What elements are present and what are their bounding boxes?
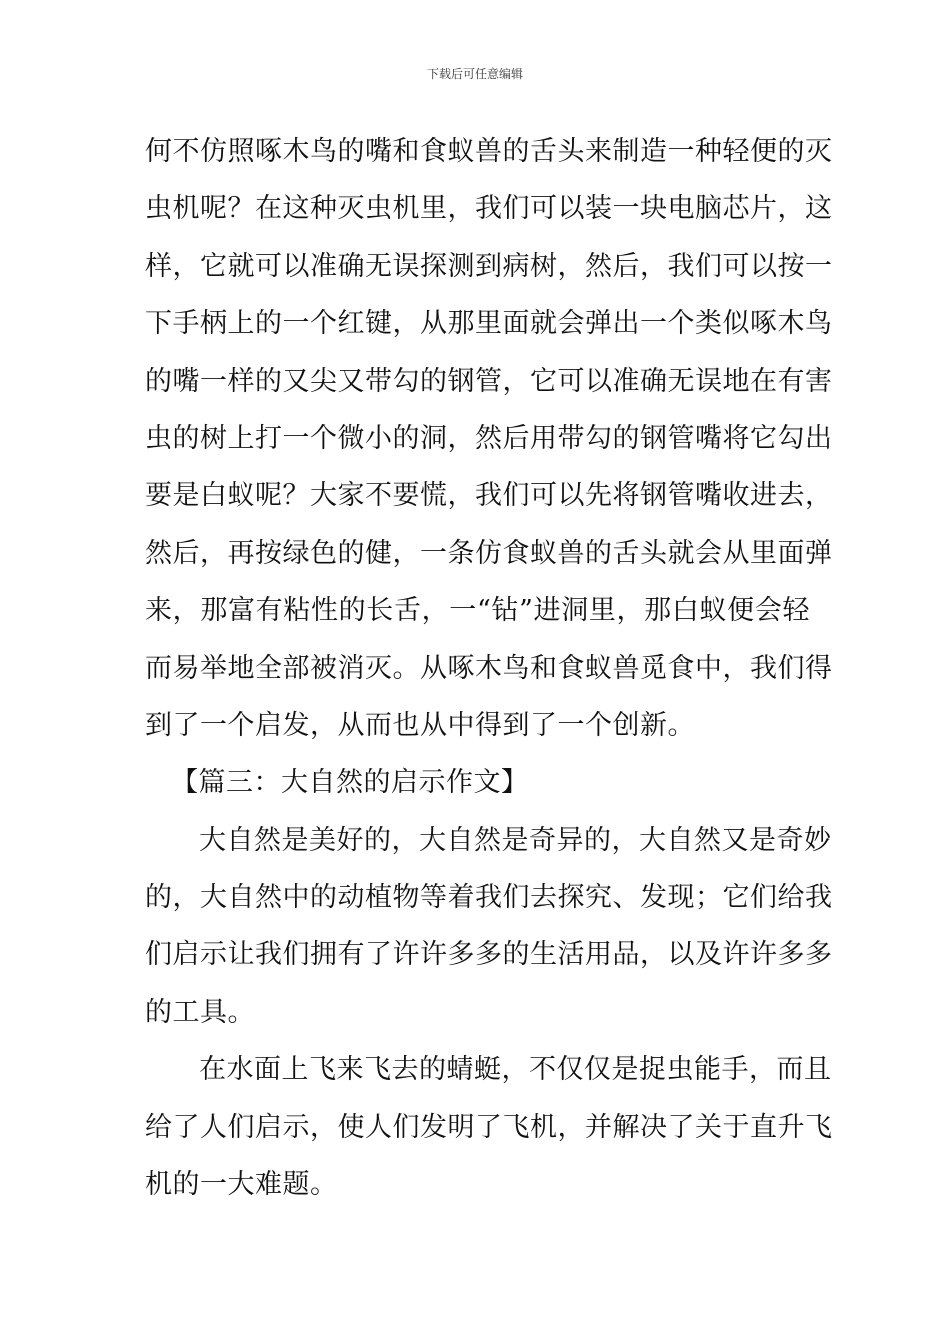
text-line: 下手柄上的一个红键，从那里面就会弹出一个类似啄木鸟 bbox=[145, 308, 833, 340]
text-line: 来，那富有粘性的长舌，一“钻”进洞里，那白蚁便会轻 bbox=[145, 595, 810, 627]
text-line: 到了一个启发，从而也从中得到了一个创新。 bbox=[145, 709, 695, 741]
text-line: 然后，再按绿色的健，一条仿食蚁兽的舌头就会从里面弹 bbox=[145, 537, 833, 569]
text-line: 虫的树上打一个微小的洞，然后用带勾的钢管嘴将它勾出 bbox=[145, 422, 833, 454]
text-line: 机的一大难题。 bbox=[145, 1169, 338, 1201]
text-line: 的，大自然中的动植物等着我们去探究、发现；它们给我 bbox=[145, 882, 833, 914]
text-line: 的嘴一样的又尖又带勾的钢管，它可以准确无误地在有害 bbox=[145, 365, 833, 397]
text-line: 样，它就可以准确无误探测到病树，然后，我们可以按一 bbox=[145, 250, 833, 282]
text-line: 在水面上飞来飞去的蜻蜓，不仅仅是捉虫能手，而且 bbox=[199, 1054, 832, 1086]
text-line: 而易举地全部被消灭。从啄木鸟和食蚁兽觅食中，我们得 bbox=[145, 652, 833, 684]
text-line: 们启示让我们拥有了许许多多的生活用品，以及许许多多 bbox=[145, 939, 833, 971]
text-line: 大自然是美好的，大自然是奇异的，大自然又是奇妙 bbox=[199, 824, 832, 856]
text-line: 何不仿照啄木鸟的嘴和食蚁兽的舌头来制造一种轻便的灭 bbox=[145, 136, 833, 167]
text-line: 要是白蚁呢？大家不要慌，我们可以先将钢管嘴收进去， bbox=[145, 480, 833, 512]
text-line: 给了人们启示，使人们发明了飞机，并解决了关于直升飞 bbox=[145, 1111, 833, 1143]
page-header: 下载后可任意编辑 bbox=[426, 67, 523, 81]
text-line: 虫机呢？在这种灭虫机里，我们可以装一块电脑芯片，这 bbox=[145, 193, 833, 225]
document-body bbox=[145, 123, 833, 1213]
section-heading: 【篇三：大自然的启示作文】 bbox=[171, 767, 529, 799]
text-line: 的工具。 bbox=[145, 996, 255, 1028]
